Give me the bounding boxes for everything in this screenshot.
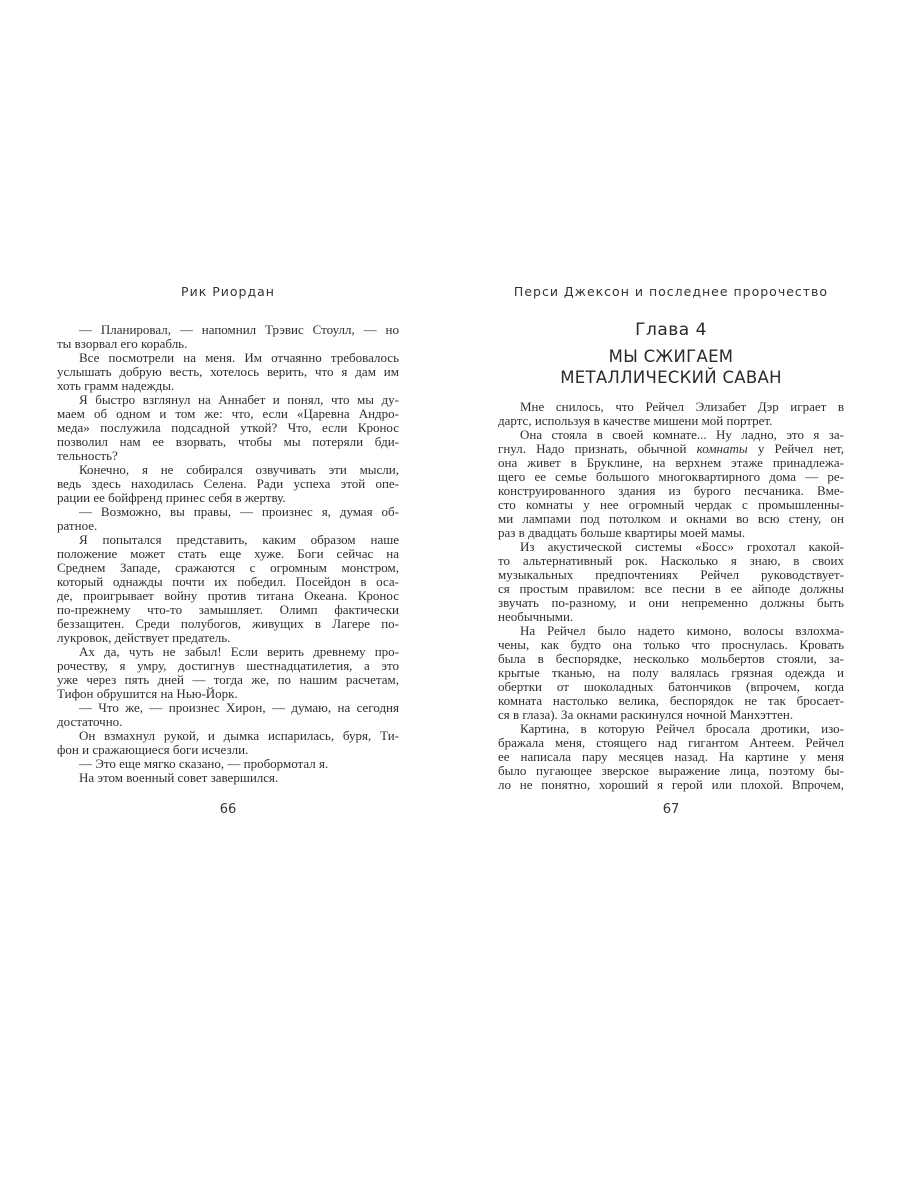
text-line: фон и сражающиеся боги исчезли. [57, 742, 249, 757]
text-line: было пугающее зверское выражение лица, поэтому бы- [498, 763, 844, 778]
text-line: услышать добрую весть, хотелось верить, что я дам им [57, 364, 399, 379]
text-line: рации ее бойфренд принес себя в жертву. [57, 490, 286, 505]
paragraph [498, 400, 844, 428]
text-line: обертки от шоколадных батончиков (впрочем, когда [498, 679, 844, 694]
paragraph [57, 701, 399, 729]
chapter-title-line: МЕТАЛЛИЧЕСКИЙ САВАН [560, 368, 782, 387]
text-line: по-прежнему что-то замышляет. Олимп фактически [57, 602, 399, 617]
text-line: Среднем Западе, сражаются с огромным монстром, [57, 560, 399, 575]
text-line: была в беспорядке, несколько мольбертов стояли, за- [498, 651, 844, 666]
text-line: Я быстро взглянул на Аннабет и понял, что мы ду- [79, 392, 399, 407]
text-line: де, проигрывает войну против титана Океана. Кронос [57, 588, 399, 603]
text-line: ся простым правилом: все песни в ее айподе должны [498, 581, 844, 596]
chapter-title [498, 346, 844, 388]
text-line: тельность? [57, 448, 118, 463]
chapter-number: Глава 4 [635, 320, 707, 340]
text-line: ся в глаза). За окнами раскинулся ночной Манхэттен. [498, 707, 794, 722]
text-line: конструированного здания из бурого песчаника. Вме- [498, 483, 844, 498]
paragraph [57, 771, 399, 785]
paragraph [498, 540, 844, 624]
text-line: крытые тканью, на полу валялась грязная одежда и [498, 665, 844, 680]
text-line: ратное. [57, 518, 98, 533]
paragraph [57, 729, 399, 757]
paragraph [498, 624, 844, 722]
text-line: На этом военный совет завершился. [79, 770, 279, 785]
text-line: ее написала пару месяцев назад. На картине у меня [498, 749, 844, 764]
text-line: Он взмахнул рукой, и дымка испарилась, буря, Ти- [79, 728, 399, 743]
text-line: хоть грамм надежды. [57, 378, 175, 393]
text-line: уже через пять дней — тогда же, по нашим расчетам, [57, 672, 399, 687]
paragraph [57, 505, 399, 533]
running-head-title: Перси Джексон и последнее пророчество [513, 284, 829, 299]
text-line: она живет в Бруклине, на верхнем этаже принадлежа- [498, 455, 844, 470]
paragraph [57, 323, 399, 351]
text-line: рочеству, я умру, достигнув шестнадцатилетия, а это [57, 658, 399, 673]
text-line: Все посмотрели на меня. Им отчаянно требовалось [79, 350, 399, 365]
paragraph [57, 645, 399, 701]
text-line: На Рейчел было надето кимоно, волосы взлохма- [520, 623, 844, 638]
text-line: — Это еще мягко сказано, — пробормотал я. [79, 756, 329, 771]
paragraph [57, 463, 399, 505]
page-number: 66 [219, 802, 237, 817]
text-line: Мне снилось, что Рейчел Элизабет Дэр играет в [520, 399, 844, 414]
paragraph [57, 351, 399, 393]
left-page-body [57, 323, 399, 785]
text-line: музыкальных предпочтениях Рейчел руководствует- [498, 567, 844, 582]
text-line: Она стояла в своей комнате... Ну ладно, это я за- [520, 427, 844, 442]
text-line: Картина, в которую Рейчел бросала дротики, изо- [520, 721, 844, 736]
text-line: маем об одном и том же: что, если «Царевна Андро- [57, 406, 399, 421]
paragraph [57, 393, 399, 463]
text-line: комната настолько велика, беспорядок не так бросает- [498, 693, 844, 708]
text-line: Тифон обрушится на Нью-Йорк. [57, 686, 238, 701]
text-line: гнул. Надо признать, обычной комнаты у Рейчел нет, [498, 441, 845, 456]
text-line: позволил нам ее взорвать, чтобы мы потеряли бди- [57, 434, 399, 449]
text-line: то альтернативный рок. Насколько я знаю, в своих [498, 553, 844, 568]
text-line: Ах да, чуть не забыл! Если верить древнему про- [79, 644, 399, 659]
chapter-title-line: МЫ СЖИГАЕМ [608, 347, 734, 366]
right-page-body [498, 400, 844, 792]
text-line: щего ее семье большого многоквартирного дома — ре- [498, 469, 844, 484]
text-line: Я попытался представить, каким образом наше [79, 532, 399, 547]
text-line: ты взорвал его корабль. [57, 336, 188, 351]
text-line: Из акустической системы «Босс» грохотал какой- [520, 539, 844, 554]
text-line: ведь здесь находилась Селена. Ради успеха этой опе- [57, 476, 399, 491]
paragraph [57, 757, 399, 771]
text-line: меда» послужила подсадной уткой? Что, если Кронос [57, 420, 399, 435]
text-line: лукровок, действует предатель. [57, 630, 231, 645]
text-line: звучать по-разному, и они непременно должны быть [498, 595, 844, 610]
text-line: раз в двадцать больше квартиры моей мамы. [498, 525, 746, 540]
text-line: необычными. [498, 609, 574, 624]
text-line: Конечно, я не собирался озвучивать эти мысли, [79, 462, 399, 477]
paragraph [498, 428, 844, 540]
text-line: который однажды почти их победил. Посейдон в оса- [57, 574, 399, 589]
text-line: — Планировал, — напомнил Трэвис Стоулл, — но [79, 322, 399, 337]
text-line: чены, как будто она только что проснулась. Кровать [498, 637, 844, 652]
paragraph [57, 533, 399, 645]
text-line: беззащитен. Среди полубогов, живущих в Лагере по- [57, 616, 399, 631]
text-line: сто комнаты у нее огромный чердак с промышленны- [498, 497, 844, 512]
text-line: дартс, используя в качестве мишени мой портрет. [498, 413, 773, 428]
text-line: ми лампами под потолком и окнами во всю стену, он [498, 511, 844, 526]
text-line: — Возможно, вы правы, — произнес я, думая об- [79, 504, 399, 519]
running-head-author: Рик Риордан [181, 284, 275, 299]
text-line: бражала меня, стоящего над гигантом Антеем. Рейчел [498, 735, 844, 750]
text-line: достаточно. [57, 714, 123, 729]
text-line: положение может стать еще хуже. Боги сейчас на [57, 546, 399, 561]
text-line: — Что же, — произнес Хирон, — думаю, на сегодня [79, 700, 399, 715]
text-line: ло не понятно, хороший я герой или плохой. Впрочем, [498, 777, 844, 792]
emphasis: комнаты [696, 441, 748, 456]
page-number: 67 [662, 802, 680, 817]
paragraph [498, 722, 844, 792]
